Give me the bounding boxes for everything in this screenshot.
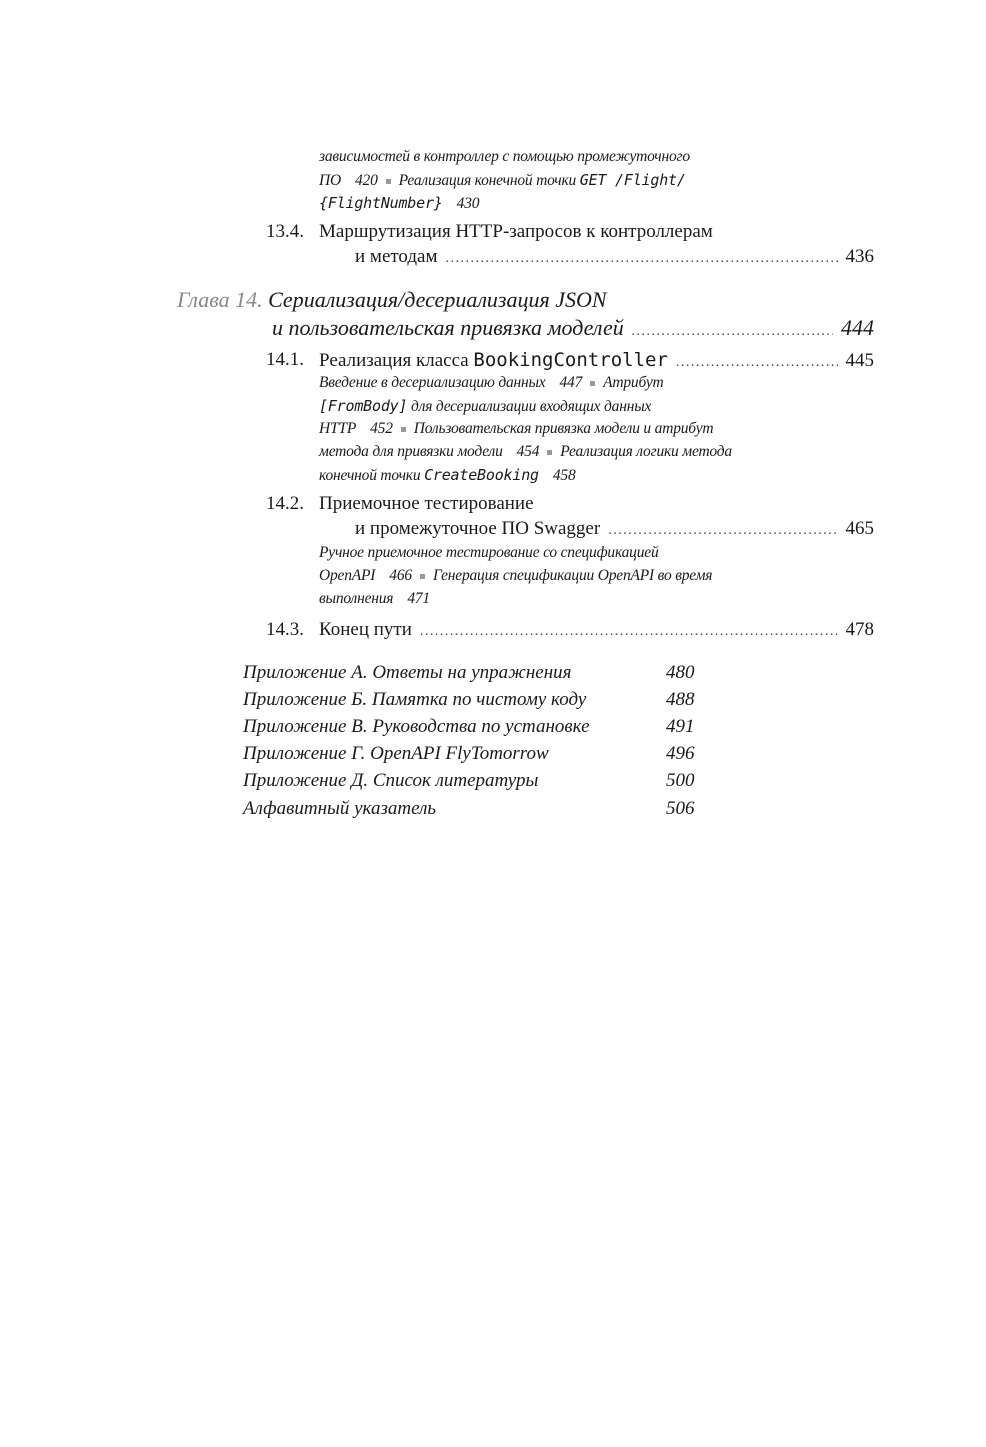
dot-leader <box>446 247 838 271</box>
toc-subentry-line: Введение в десериализацию данных 447 Атрибут <box>319 374 664 391</box>
section-number: 14.2. <box>266 493 304 514</box>
toc-subentry-line: конечной точки CreateBooking 458 <box>319 466 576 484</box>
toc-subentry-line: [FromBody] для десериализации входящих данных <box>319 397 652 415</box>
toc-subentry-line: зависимостей в контроллер с помощью промежуточного <box>319 148 690 165</box>
dot-leader <box>632 320 833 344</box>
toc-subentry-line: HTTP 452 Пользовательская привязка модели и атрибут <box>319 420 714 437</box>
section-number: 14.1. <box>266 349 304 370</box>
toc-entry-13-4[interactable]: и методам . . . 436 <box>355 245 874 271</box>
page-number: 471 <box>407 590 430 607</box>
page-number: 496 <box>666 743 695 764</box>
page-number: 454 <box>516 443 540 460</box>
toc-entry-14-3[interactable]: Конец пути . . . 478 <box>319 618 874 644</box>
page-number: 458 <box>552 467 576 484</box>
toc-entry-chapter-14[interactable]: и пользовательская привязка моделей . . . 444 <box>272 316 874 344</box>
page-number: 466 <box>389 567 412 584</box>
page-number: 506 <box>666 798 695 819</box>
dot-leader <box>608 519 837 543</box>
page-number: 478 <box>845 619 874 640</box>
appendix-v[interactable]: Приложение В. Руководства по установке <box>243 716 590 737</box>
page-number: 491 <box>666 716 695 737</box>
page-number: 436 <box>845 246 874 267</box>
page-number: 480 <box>666 662 695 683</box>
page-number: 430 <box>456 195 480 212</box>
toc-subentry-line: ПО 420 Реализация конечной точки GET /Flight/ <box>319 171 686 189</box>
bullet-square-icon <box>386 179 391 184</box>
toc-subentry-line: {FlightNumber} 430 <box>319 194 480 212</box>
appendix-b[interactable]: Приложение Б. Памятка по чистому коду <box>243 689 587 710</box>
appendix-d[interactable]: Приложение Д. Список литературы <box>243 770 539 791</box>
page-number: 488 <box>666 689 695 710</box>
page-number: 500 <box>666 770 695 791</box>
page-number: 445 <box>845 350 874 371</box>
toc-entry-14-1[interactable]: Реализация класса BookingController . . . 445 <box>319 348 874 375</box>
toc-subentry-line: метода для привязки модели 454 Реализация логики метода <box>319 443 732 460</box>
bullet-square-icon <box>420 574 425 579</box>
page-number: 420 <box>355 172 378 189</box>
toc-subentry-line: OpenAPI 466 Генерация спецификации OpenAPI во время <box>319 567 713 584</box>
bullet-square-icon <box>547 450 552 455</box>
bullet-square-icon <box>401 427 406 432</box>
appendix-a[interactable]: Приложение А. Ответы на упражнения <box>243 662 572 683</box>
index-entry[interactable]: Алфавитный указатель <box>243 798 436 819</box>
toc-entry-14-2[interactable]: и промежуточное ПО Swagger . . . 465 <box>355 517 874 543</box>
page-number: 465 <box>845 518 874 539</box>
dot-leader <box>420 620 838 644</box>
page-number: 447 <box>559 374 583 391</box>
page-number: 452 <box>370 420 393 437</box>
section-title: Маршрутизация HTTP-запросов к контроллерам <box>319 221 713 242</box>
toc-subentry-line: выполнения 471 <box>319 590 430 607</box>
section-number: 13.4. <box>266 221 304 242</box>
dot-leader <box>676 351 838 375</box>
bullet-square-icon <box>590 381 595 386</box>
appendix-g[interactable]: Приложение Г. OpenAPI FlyTomorrow <box>243 743 549 764</box>
page-number: 444 <box>841 315 874 340</box>
section-number: 14.3. <box>266 619 304 640</box>
toc-subentry-line: Ручное приемочное тестирование со спецификацией <box>319 544 659 561</box>
section-title: Приемочное тестирование <box>319 493 534 514</box>
chapter-title: Глава 14. Сериализация/десериализация JSON <box>177 287 607 312</box>
